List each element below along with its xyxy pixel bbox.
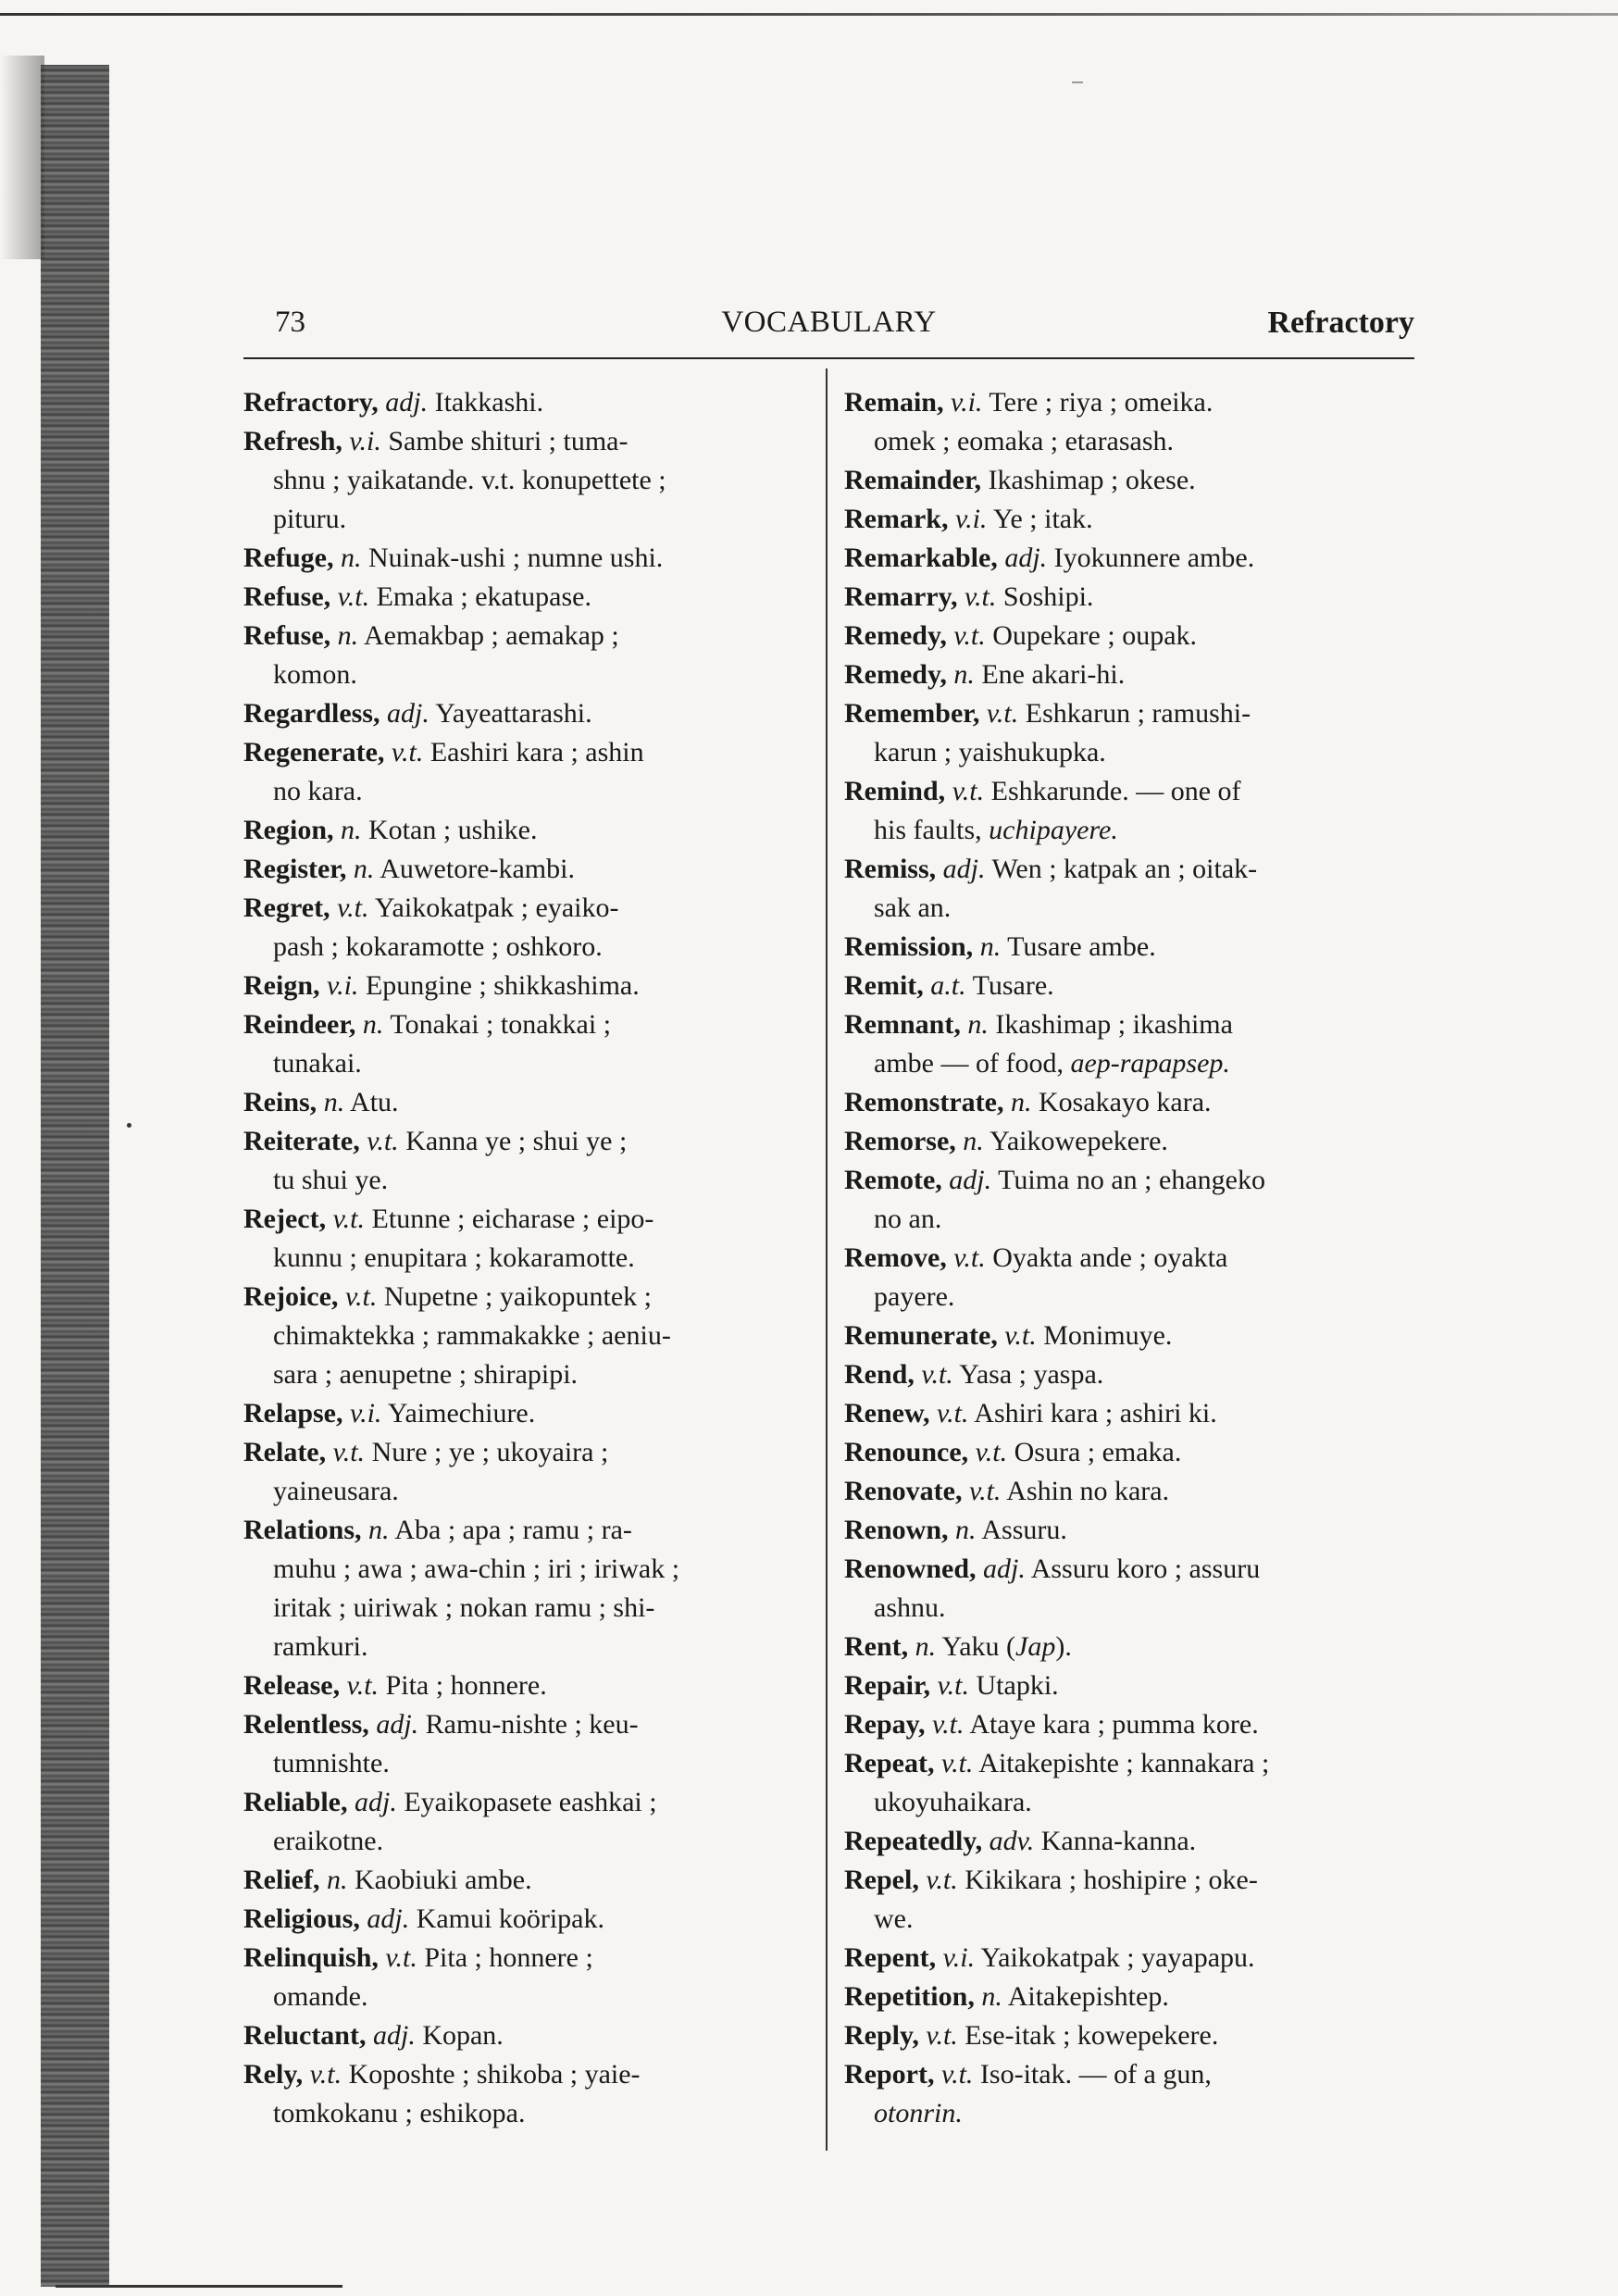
entry-definition: Utapki. (976, 1670, 1059, 1701)
entry-part-of-speech: adj. (949, 1165, 992, 1195)
entry-part-of-speech: v.t. (952, 776, 985, 806)
dictionary-entry (243, 1394, 810, 1433)
dictionary-entry (243, 850, 810, 889)
entry-part-of-speech: n. (979, 931, 1002, 962)
entry-headword: Remit, (844, 970, 924, 1001)
entry-definition: Emaka ; ekatupase. (376, 581, 591, 612)
binding-shadow (0, 56, 44, 259)
entry-definition: Soshipi. (1002, 581, 1094, 612)
entry-headword: Relapse, (243, 1398, 343, 1429)
entry-part-of-speech: v.t. (926, 1865, 958, 1895)
entry-part-of-speech: v.t. (968, 1476, 1002, 1506)
entry-headword: Repetition, (844, 1981, 975, 2012)
dictionary-entry (844, 1239, 1414, 1316)
dictionary-entry (243, 1433, 810, 1511)
entry-part-of-speech: v.t. (385, 1942, 417, 1973)
entry-headword: Refresh, (243, 426, 342, 456)
dictionary-entry (844, 1861, 1414, 1939)
entry-headword: Refractory, (243, 387, 379, 418)
entry-headword: Rend, (844, 1359, 915, 1390)
top-edge-rule (0, 13, 1618, 16)
entry-headword: Remorse, (844, 1126, 956, 1156)
entry-headword: Repeat, (844, 1748, 935, 1778)
entry-definition: Kanna ye ; shui ye ; tu shui ye. (273, 1126, 628, 1195)
entry-part-of-speech: v.t. (937, 1670, 969, 1701)
entry-definition: Assuru koro ; assuru ashnu. (874, 1554, 1261, 1623)
entry-part-of-speech: adj. (942, 854, 986, 884)
dictionary-entry (844, 500, 1414, 539)
entry-part-of-speech: v.t. (367, 1126, 399, 1156)
dictionary-entry (243, 1005, 810, 1083)
dictionary-entry (844, 2016, 1414, 2055)
dictionary-entry (844, 539, 1414, 578)
entry-headword: Renowned, (844, 1554, 977, 1584)
entry-headword: Repent, (844, 1942, 937, 1973)
entry-definition: Nupetne ; yaikopuntek ; chimaktekka ; rammakakke ; aeniu- sara ; aenupetne ; shirapipi. (273, 1281, 671, 1390)
entry-part-of-speech: adj. (385, 387, 429, 418)
entry-part-of-speech: n. (368, 1515, 390, 1545)
book-binding-edge (41, 65, 109, 2287)
entry-definition: Yayeattarashi. (435, 698, 592, 729)
dictionary-entry (844, 617, 1414, 655)
entry-headword: Remedy, (844, 620, 947, 651)
entry-headword: Relations, (243, 1515, 362, 1545)
entry-definition: Osura ; emaka. (1014, 1437, 1182, 1467)
entry-headword: Remission, (844, 931, 974, 962)
entry-part-of-speech: v.t. (391, 737, 424, 767)
entry-headword: Remote, (844, 1165, 942, 1195)
entry-italic-gloss: otonrin. (874, 2098, 963, 2128)
entry-headword: Regenerate, (243, 737, 385, 767)
entry-part-of-speech: adj. (355, 1787, 397, 1817)
entry-definition: Etunne ; eicharase ; eipo- kunnu ; enupitara ; kokaramotte. (273, 1204, 654, 1273)
entry-part-of-speech: n. (953, 659, 975, 690)
dictionary-entry (243, 1278, 810, 1394)
entry-part-of-speech: n. (340, 543, 362, 573)
entry-part-of-speech: v.t. (344, 1281, 378, 1312)
entry-part-of-speech: v.i. (942, 1942, 976, 1973)
entry-part-of-speech: n. (353, 854, 375, 884)
dictionary-entry (844, 1705, 1414, 1744)
entry-definition: Oupekare ; oupak. (992, 620, 1198, 651)
page-number: 73 (275, 306, 305, 339)
entry-headword: Reject, (243, 1204, 327, 1234)
entry-definition: Yaku ( (941, 1631, 1016, 1662)
entry-headword: Refuse, (243, 620, 331, 651)
entry-definition: Tonakai ; tonakkai ; tunakai. (273, 1009, 612, 1079)
dictionary-entry (243, 422, 810, 539)
entry-part-of-speech: v.t. (932, 1709, 965, 1740)
entry-headword: Remiss, (844, 854, 937, 884)
entry-headword: Remember, (844, 698, 980, 729)
entry-part-of-speech: v.t. (332, 1437, 366, 1467)
entry-definition: Tuima no an ; ehangeko no an. (874, 1165, 1265, 1234)
column-divider (826, 368, 828, 2151)
entry-part-of-speech: n. (1010, 1087, 1032, 1117)
entry-headword: Relinquish, (243, 1942, 379, 1973)
dictionary-entry (243, 1511, 810, 1666)
stray-ink-mark (1072, 81, 1083, 83)
dictionary-entry (243, 617, 810, 694)
entry-headword: Remarry, (844, 581, 958, 612)
entry-definition-tail: ). (1055, 1631, 1072, 1662)
entry-definition: Kikikara ; hoshipire ; oke- we. (874, 1865, 1258, 1934)
entry-part-of-speech: v.t. (953, 1242, 986, 1273)
dictionary-entry (844, 1550, 1414, 1628)
dictionary-entry (243, 1939, 810, 2016)
entry-part-of-speech: v.t. (337, 892, 369, 923)
entry-part-of-speech: n. (326, 1865, 348, 1895)
entry-definition: Ene akari-hi. (981, 659, 1126, 690)
entry-definition: Atu. (350, 1087, 399, 1117)
entry-headword: Reins, (243, 1087, 317, 1117)
entry-part-of-speech: v.t. (926, 2020, 958, 2051)
entry-headword: Region, (243, 815, 334, 845)
entry-definition: Monimuye. (1043, 1320, 1173, 1351)
entry-definition: Yasa ; yaspa. (959, 1359, 1104, 1390)
entry-headword: Reiterate, (243, 1126, 360, 1156)
dictionary-entry (243, 1900, 810, 1939)
entry-definition: Eshkarunde. — one of his faults, (874, 776, 1241, 845)
entry-headword: Repay, (844, 1709, 926, 1740)
entry-definition: Yaikokatpak ; yayapapu. (980, 1942, 1255, 1973)
entry-definition: Wen ; katpak an ; oitak- sak an. (874, 854, 1258, 923)
dictionary-entry (243, 733, 810, 811)
dictionary-entry (243, 1783, 810, 1861)
entry-definition: Ye ; itak. (992, 504, 1093, 534)
entry-part-of-speech: n. (963, 1126, 984, 1156)
entry-definition: Nure ; ye ; ukoyaira ; yaineusara. (273, 1437, 609, 1506)
entry-headword: Repair, (844, 1670, 931, 1701)
entry-definition: Tusare. (972, 970, 1054, 1001)
dictionary-entry (243, 694, 810, 733)
entry-headword: Reindeer, (243, 1009, 356, 1040)
dictionary-entry (844, 1005, 1414, 1083)
entry-headword: Remarkable, (844, 543, 998, 573)
dictionary-entry (844, 1628, 1414, 1666)
dictionary-entry (844, 1161, 1414, 1239)
dictionary-entry (844, 383, 1414, 461)
entry-definition: Ikashimap ; ikashima ambe — of food, (874, 1009, 1233, 1079)
entry-part-of-speech: v.t. (1004, 1320, 1037, 1351)
entry-definition: Oyakta ande ; oyakta payere. (874, 1242, 1228, 1312)
entry-part-of-speech: adv. (989, 1826, 1035, 1856)
dictionary-entry (844, 1511, 1414, 1550)
entry-headword: Remove, (844, 1242, 947, 1273)
entry-definition: Iso-itak. — of a gun, (979, 2059, 1212, 2090)
entry-part-of-speech: n. (981, 1981, 1002, 2012)
entry-definition: Kopan. (422, 2020, 504, 2051)
entry-definition: Kotan ; ushike. (368, 815, 538, 845)
guide-word: Refractory (1267, 306, 1414, 340)
entry-definition: Koposhte ; shikoba ; yaie- tomkokanu ; eshikopa. (273, 2059, 641, 2128)
entry-part-of-speech: adj. (386, 698, 429, 729)
entry-headword: Remain, (844, 387, 944, 418)
entry-definition: Kamui koöripak. (416, 1903, 604, 1934)
entry-part-of-speech: n. (967, 1009, 989, 1040)
entry-part-of-speech: n. (915, 1631, 937, 1662)
entry-definition: Aitakepishte ; kannakara ; ukoyuhaikara. (874, 1748, 1270, 1817)
entry-italic-gloss: uchipayere. (989, 815, 1118, 845)
entry-headword: Regardless, (243, 698, 380, 729)
entry-definition: Yaimechiure. (387, 1398, 536, 1429)
dictionary-entry (844, 2055, 1414, 2133)
dictionary-entry (844, 772, 1414, 850)
right-column (844, 383, 1414, 2133)
entry-part-of-speech: v.i. (954, 504, 988, 534)
stray-ink-dot (127, 1123, 131, 1128)
dictionary-entry (243, 539, 810, 578)
entry-headword: Repel, (844, 1865, 919, 1895)
dictionary-entry (243, 2055, 810, 2133)
entry-definition: Ramu-nishte ; keu- tumnishte. (273, 1709, 639, 1778)
entry-headword: Remainder, (844, 465, 982, 495)
entry-definition: Eshkarun ; ramushi- karun ; yaishukupka. (874, 698, 1251, 767)
entry-headword: Remind, (844, 776, 946, 806)
dictionary-entry (243, 383, 810, 422)
dictionary-entry (243, 1122, 810, 1200)
entry-definition: Kanna-kanna. (1040, 1826, 1197, 1856)
dictionary-entry (243, 1705, 810, 1783)
dictionary-entry (844, 850, 1414, 928)
entry-headword: Reign, (243, 970, 320, 1001)
entry-definition: Ashiri kara ; ashiri ki. (974, 1398, 1217, 1429)
entry-part-of-speech: v.t. (309, 2059, 342, 2090)
entry-headword: Repeatedly, (844, 1826, 983, 1856)
entry-definition: Tere ; riya ; omeika. omek ; eomaka ; etarasash. (874, 387, 1214, 456)
entry-definition: Yaikowepekere. (989, 1126, 1168, 1156)
entry-definition: Nuinak-ushi ; numne ushi. (367, 543, 664, 573)
entry-definition: Pita ; honnere ; omande. (273, 1942, 593, 2012)
entry-headword: Remedy, (844, 659, 947, 690)
entry-part-of-speech: a.t. (930, 970, 966, 1001)
entry-part-of-speech: v.t. (940, 2059, 974, 2090)
entry-definition: Eyaikopasete eashkai ; eraikotne. (273, 1787, 657, 1856)
dictionary-entry (844, 655, 1414, 694)
header-rule (243, 357, 1414, 359)
entry-definition: Ikashimap ; okese. (988, 465, 1196, 495)
entry-definition: Aba ; apa ; ramu ; ra- muhu ; awa ; awa-chin ; iri ; iriwak ; iritak ; uiriwak ; nokan ramu ; shi- ramkuri. (273, 1515, 680, 1662)
entry-headword: Reliable, (243, 1787, 348, 1817)
running-title: VOCABULARY (721, 306, 937, 339)
entry-definition: Iyokunnere ambe. (1053, 543, 1255, 573)
entry-headword: Register, (243, 854, 347, 884)
entry-definition: Assuru. (981, 1515, 1067, 1545)
entry-headword: Renounce, (844, 1437, 969, 1467)
entry-definition: Ataye kara ; pumma kore. (969, 1709, 1259, 1740)
entry-headword: Relate, (243, 1437, 327, 1467)
entry-definition: Tusare ambe. (1007, 931, 1156, 962)
entry-part-of-speech: n. (341, 815, 362, 845)
entry-part-of-speech: v.t. (986, 698, 1019, 729)
entry-headword: Relentless, (243, 1709, 369, 1740)
entry-part-of-speech: v.t. (332, 1204, 366, 1234)
dictionary-entry (844, 461, 1414, 500)
entry-part-of-speech: n. (955, 1515, 977, 1545)
dictionary-entry (844, 1355, 1414, 1394)
dictionary-entry (844, 1744, 1414, 1822)
dictionary-entry (243, 1666, 810, 1705)
dictionary-entry (243, 2016, 810, 2055)
entry-part-of-speech: v.t. (940, 1748, 974, 1778)
entry-headword: Refuge, (243, 543, 334, 573)
dictionary-entry (243, 889, 810, 967)
entry-definition: Pita ; honnere. (385, 1670, 547, 1701)
entry-headword: Remonstrate, (844, 1087, 1004, 1117)
dictionary-entry (844, 1316, 1414, 1355)
dictionary-entry (243, 967, 810, 1005)
entry-headword: Report, (844, 2059, 935, 2090)
entry-headword: Remnant, (844, 1009, 961, 1040)
entry-part-of-speech: adj. (983, 1554, 1026, 1584)
left-column (243, 383, 810, 2133)
entry-part-of-speech: adj. (1004, 543, 1048, 573)
entry-part-of-speech: n. (337, 620, 359, 651)
entry-part-of-speech: v.i. (327, 970, 359, 1001)
entry-headword: Reluctant, (243, 2020, 367, 2051)
entry-italic-gloss: Jap (1015, 1631, 1056, 1662)
page-header (243, 306, 1414, 352)
entry-definition: Kosakayo kara. (1038, 1087, 1212, 1117)
entry-definition: Auwetore-kambi. (380, 854, 575, 884)
entry-part-of-speech: v.t. (964, 581, 997, 612)
dictionary-entry (243, 811, 810, 850)
entry-headword: Relief, (243, 1865, 320, 1895)
entry-headword: Religious, (243, 1903, 360, 1934)
entry-definition: Itakkashi. (434, 387, 544, 418)
entry-part-of-speech: v.t. (337, 581, 370, 612)
entry-part-of-speech: n. (362, 1009, 384, 1040)
entry-headword: Renovate, (844, 1476, 963, 1506)
entry-headword: Rely, (243, 2059, 304, 2090)
entry-headword: Refuse, (243, 581, 331, 612)
entry-definition: Aemakbap ; aemakap ; komon. (273, 620, 619, 690)
entry-part-of-speech: v.i. (350, 1398, 382, 1429)
entry-part-of-speech: n. (323, 1087, 345, 1117)
dictionary-entry (844, 578, 1414, 617)
entry-definition: Epungine ; shikkashima. (365, 970, 640, 1001)
entry-headword: Renown, (844, 1515, 949, 1545)
dictionary-entry (844, 1822, 1414, 1861)
entry-definition: Eashiri kara ; ashin no kara. (273, 737, 644, 806)
entry-part-of-speech: v.t. (921, 1359, 953, 1390)
dictionary-entry (243, 1200, 810, 1278)
entry-italic-gloss: aep-rapapsep. (1070, 1048, 1230, 1079)
entry-part-of-speech: v.i. (951, 387, 983, 418)
dictionary-entry (844, 1083, 1414, 1122)
dictionary-entry (844, 1122, 1414, 1161)
bottom-edge-rule (56, 2285, 342, 2288)
entry-headword: Rejoice, (243, 1281, 339, 1312)
dictionary-entry (243, 1861, 810, 1900)
dictionary-entry (844, 928, 1414, 967)
entry-definition: Kaobiuki ambe. (354, 1865, 532, 1895)
entry-definition: Yaikokatpak ; eyaiko- pash ; kokaramotte ; oshkoro. (273, 892, 619, 962)
entry-headword: Reply, (844, 2020, 919, 2051)
dictionary-entry (243, 578, 810, 617)
entry-headword: Release, (243, 1670, 341, 1701)
dictionary-entry (844, 694, 1414, 772)
entry-part-of-speech: v.t. (953, 620, 986, 651)
entry-definition: Sambe shituri ; tuma- shnu ; yaikatande. v.t. konupettete ; pituru. (273, 426, 666, 534)
dictionary-entry (844, 1666, 1414, 1705)
entry-part-of-speech: v.t. (937, 1398, 969, 1429)
entry-headword: Rent, (844, 1631, 909, 1662)
entry-part-of-speech: v.t. (975, 1437, 1008, 1467)
entry-part-of-speech: v.t. (346, 1670, 380, 1701)
dictionary-entry (844, 1978, 1414, 2016)
entry-headword: Renew, (844, 1398, 930, 1429)
dictionary-entry (243, 1083, 810, 1122)
dictionary-entry (844, 967, 1414, 1005)
entry-definition: Aitakepishtep. (1007, 1981, 1169, 2012)
entry-part-of-speech: adj. (376, 1709, 419, 1740)
dictionary-entry (844, 1433, 1414, 1472)
entry-headword: Remark, (844, 504, 949, 534)
dictionary-entry (844, 1939, 1414, 1978)
entry-part-of-speech: adj. (372, 2020, 416, 2051)
entry-headword: Remunerate, (844, 1320, 998, 1351)
dictionary-entry (844, 1472, 1414, 1511)
entry-headword: Regret, (243, 892, 330, 923)
entry-definition: Ashin no kara. (1006, 1476, 1170, 1506)
entry-part-of-speech: adj. (367, 1903, 410, 1934)
entry-part-of-speech: v.i. (349, 426, 381, 456)
entry-definition: Ese-itak ; kowepekere. (965, 2020, 1219, 2051)
dictionary-entry (844, 1394, 1414, 1433)
